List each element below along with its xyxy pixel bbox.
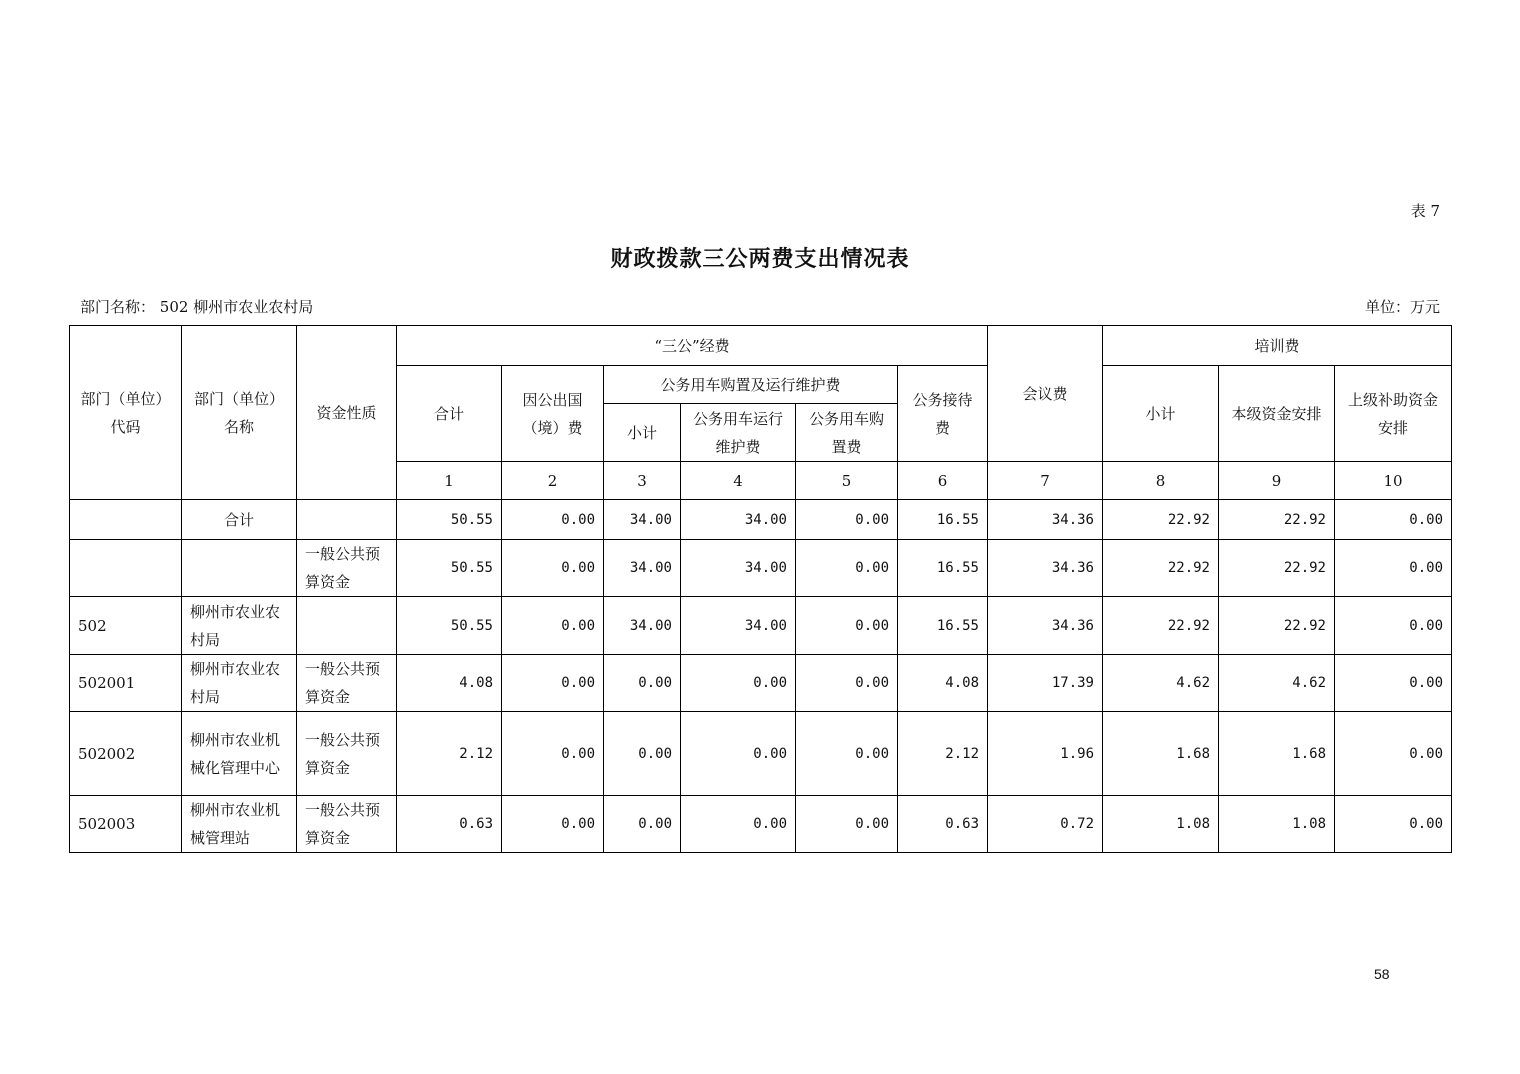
column-number: 4: [681, 462, 796, 500]
header-vehicle-purchase: 公务用车购置费: [796, 404, 898, 462]
cell-value: 16.55: [898, 500, 988, 540]
header-training: 培训费: [1103, 326, 1452, 366]
cell-name: 柳州市农业农村局: [182, 597, 297, 655]
cell-value: 0.00: [1335, 540, 1452, 597]
table-body: [70, 500, 1452, 853]
header-sangong: “三公”经费: [397, 326, 988, 366]
cell-value: 0.00: [502, 597, 604, 655]
cell-value: 0.00: [502, 655, 604, 712]
cell-value: 34.36: [988, 597, 1103, 655]
cell-value: 0.00: [1335, 796, 1452, 853]
column-number: 1: [397, 462, 502, 500]
cell-value: 34.36: [988, 540, 1103, 597]
header-training-subtotal: 小计: [1103, 366, 1219, 462]
cell-code: 502: [70, 597, 182, 655]
expense-table: [69, 325, 1452, 853]
column-number: 5: [796, 462, 898, 500]
page-number: 58: [1374, 966, 1390, 982]
header-dept-name: 部门（单位）名称: [182, 326, 297, 500]
cell-fund: [297, 500, 397, 540]
cell-value: 0.00: [1335, 500, 1452, 540]
cell-code: 502001: [70, 655, 182, 712]
cell-code: 502003: [70, 796, 182, 853]
cell-value: 4.62: [1219, 655, 1335, 712]
column-number: 6: [898, 462, 988, 500]
cell-name: [182, 540, 297, 597]
cell-value: 1.68: [1103, 712, 1219, 796]
cell-value: 0.00: [681, 712, 796, 796]
header-meeting: 会议费: [988, 326, 1103, 462]
column-number: 8: [1103, 462, 1219, 500]
cell-value: 34.36: [988, 500, 1103, 540]
department-value: 502 柳州市农业农村局: [159, 298, 314, 316]
cell-value: 1.96: [988, 712, 1103, 796]
table-row: [70, 712, 1452, 796]
cell-value: 0.00: [796, 500, 898, 540]
document-title: 财政拨款三公两费支出情况表: [610, 247, 910, 272]
cell-value: 0.63: [898, 796, 988, 853]
cell-value: 16.55: [898, 540, 988, 597]
header-total: 合计: [397, 366, 502, 462]
header-reception: 公务接待费: [898, 366, 988, 462]
cell-value: 4.62: [1103, 655, 1219, 712]
cell-value: 1.08: [1103, 796, 1219, 853]
cell-name: 柳州市农业机械管理站: [182, 796, 297, 853]
column-number: 2: [502, 462, 604, 500]
cell-value: 0.00: [681, 796, 796, 853]
cell-value: 1.68: [1219, 712, 1335, 796]
cell-value: 0.00: [1335, 655, 1452, 712]
table-row: [70, 540, 1452, 597]
cell-value: 34.00: [681, 597, 796, 655]
table-row: [70, 655, 1452, 712]
table-row: [70, 597, 1452, 655]
cell-value: 0.00: [502, 712, 604, 796]
cell-value: 0.00: [1335, 597, 1452, 655]
column-number: 7: [988, 462, 1103, 500]
cell-name: 合计: [182, 500, 297, 540]
cell-value: 34.00: [604, 540, 681, 597]
header-training-local: 本级资金安排: [1219, 366, 1335, 462]
cell-value: 34.00: [604, 500, 681, 540]
cell-value: 4.08: [898, 655, 988, 712]
cell-value: 0.00: [502, 796, 604, 853]
unit-label: 单位：万元: [1364, 298, 1440, 316]
cell-value: 0.00: [1335, 712, 1452, 796]
cell-value: 34.00: [681, 500, 796, 540]
cell-fund: 一般公共预算资金: [297, 655, 397, 712]
cell-value: 0.00: [796, 712, 898, 796]
cell-value: 34.00: [681, 540, 796, 597]
cell-value: 22.92: [1103, 597, 1219, 655]
cell-code: [70, 540, 182, 597]
department-label: 部门名称：: [80, 298, 156, 316]
header-vehicle: 公务用车购置及运行维护费: [604, 366, 898, 404]
cell-value: 0.63: [397, 796, 502, 853]
cell-value: 0.00: [796, 796, 898, 853]
cell-value: 34.00: [604, 597, 681, 655]
header-fund-type: 资金性质: [297, 326, 397, 500]
header-abroad: 因公出国（境）费: [502, 366, 604, 462]
cell-value: 22.92: [1219, 597, 1335, 655]
cell-fund: 一般公共预算资金: [297, 712, 397, 796]
cell-value: 0.00: [796, 597, 898, 655]
cell-value: 22.92: [1219, 540, 1335, 597]
cell-value: 2.12: [898, 712, 988, 796]
cell-value: 16.55: [898, 597, 988, 655]
cell-value: 0.00: [502, 540, 604, 597]
cell-value: 4.08: [397, 655, 502, 712]
cell-value: 17.39: [988, 655, 1103, 712]
cell-value: 0.00: [604, 712, 681, 796]
table-row: [70, 796, 1452, 853]
column-number: 3: [604, 462, 681, 500]
header-row-1: [70, 326, 1452, 366]
cell-value: 0.72: [988, 796, 1103, 853]
cell-value: 50.55: [397, 540, 502, 597]
header-vehicle-subtotal: 小计: [604, 404, 681, 462]
column-number: 10: [1335, 462, 1452, 500]
cell-value: 50.55: [397, 500, 502, 540]
cell-code: 502002: [70, 712, 182, 796]
header-training-superior: 上级补助资金安排: [1335, 366, 1452, 462]
cell-value: 0.00: [604, 655, 681, 712]
cell-fund: 一般公共预算资金: [297, 540, 397, 597]
cell-fund: [297, 597, 397, 655]
cell-value: 1.08: [1219, 796, 1335, 853]
cell-name: 柳州市农业农村局: [182, 655, 297, 712]
cell-value: 2.12: [397, 712, 502, 796]
table-label: 表 7: [1410, 202, 1440, 220]
cell-value: 50.55: [397, 597, 502, 655]
department-line: [80, 296, 313, 317]
header-vehicle-operation: 公务用车运行维护费: [681, 404, 796, 462]
cell-value: 0.00: [796, 540, 898, 597]
cell-value: 0.00: [502, 500, 604, 540]
cell-value: 0.00: [796, 655, 898, 712]
cell-value: 0.00: [604, 796, 681, 853]
cell-value: 22.92: [1103, 500, 1219, 540]
cell-code: [70, 500, 182, 540]
column-number: 9: [1219, 462, 1335, 500]
cell-value: 22.92: [1103, 540, 1219, 597]
header-dept-code: 部门（单位）代码: [70, 326, 182, 500]
table-row: [70, 500, 1452, 540]
cell-fund: 一般公共预算资金: [297, 796, 397, 853]
cell-name: 柳州市农业机械化管理中心: [182, 712, 297, 796]
cell-value: 0.00: [681, 655, 796, 712]
cell-value: 22.92: [1219, 500, 1335, 540]
